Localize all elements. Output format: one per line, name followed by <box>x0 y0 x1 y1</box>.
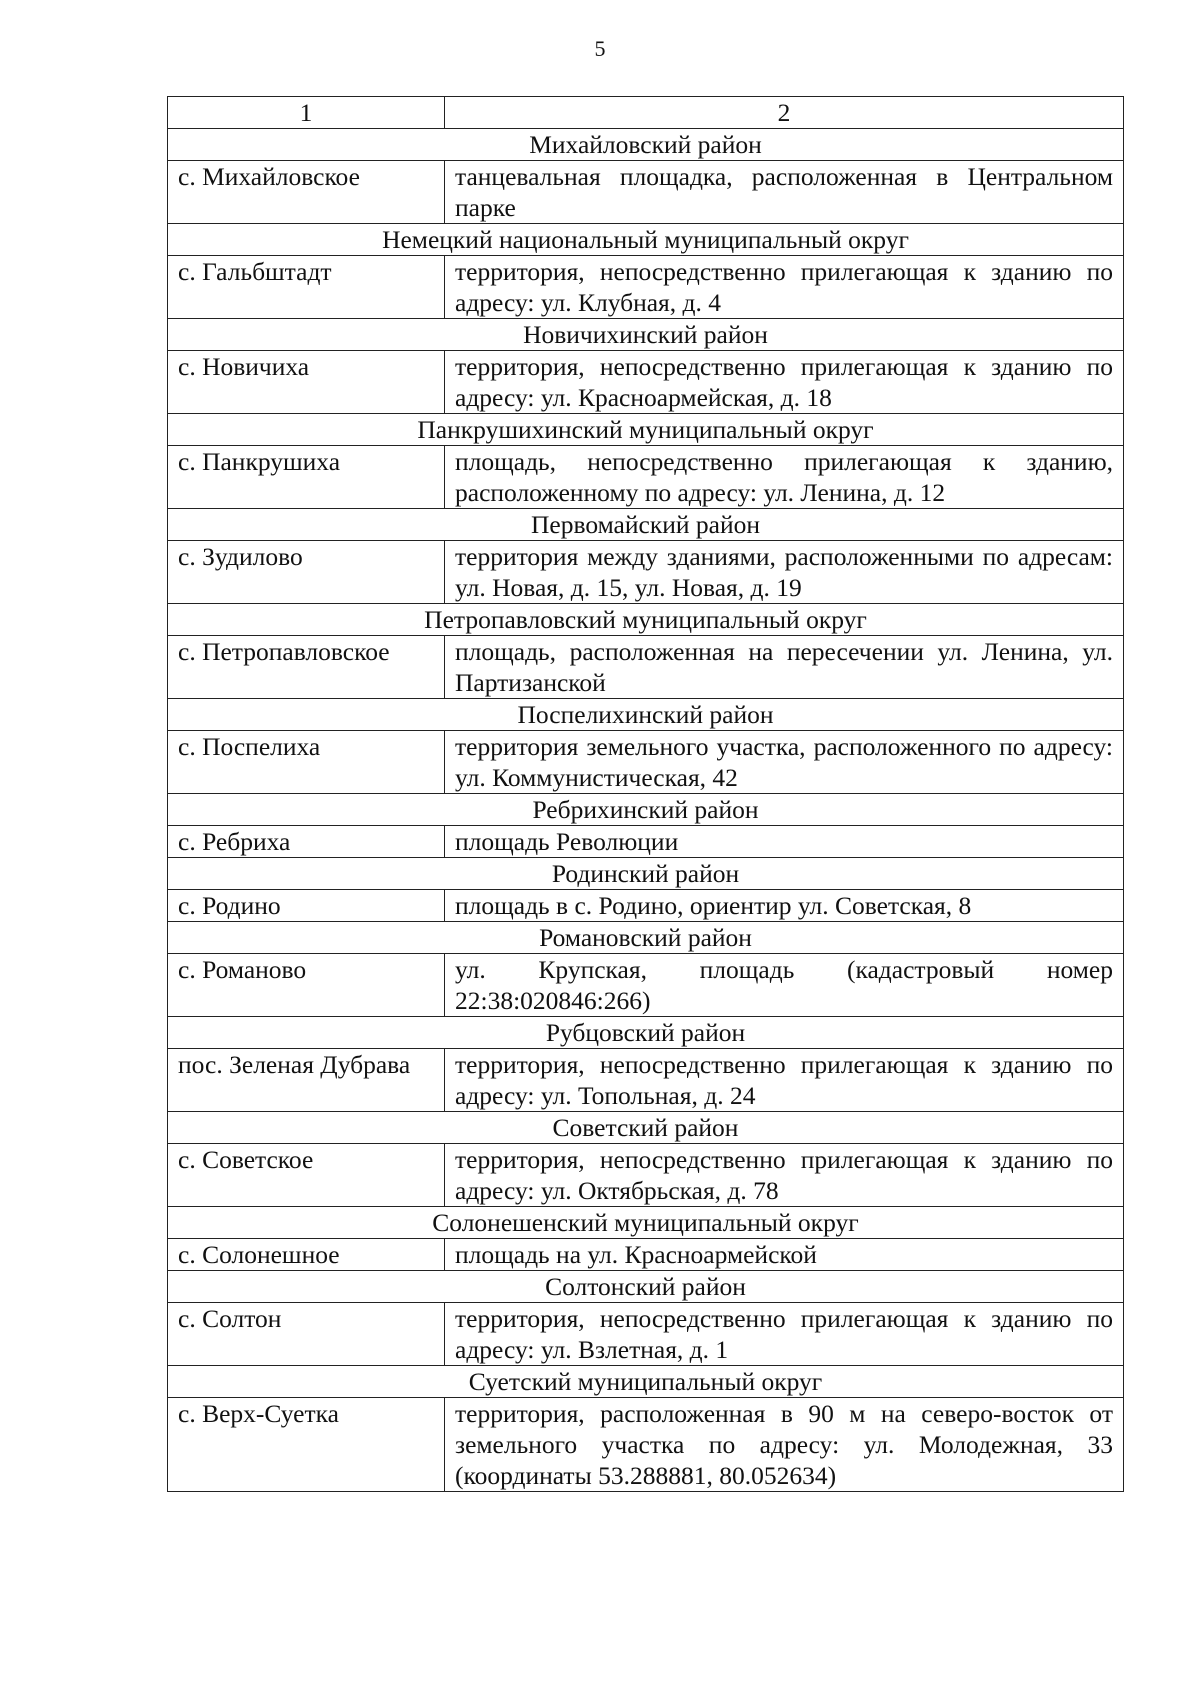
table-row <box>168 541 1124 604</box>
table-row <box>168 731 1124 794</box>
table-row <box>168 1303 1124 1366</box>
section-title: Романовский район <box>168 922 1124 954</box>
location-cell: территория, непосредственно прилегающая к зданию по адресу: ул. Октябрьская, д. 78 <box>445 1144 1124 1207</box>
section-header-row <box>168 699 1124 731</box>
section-title: Ребрихинский район <box>168 794 1124 826</box>
section-header-row <box>168 129 1124 161</box>
location-cell: площадь, непосредственно прилегающая к зданию, расположенному по адресу: ул. Ленина, д. 12 <box>445 446 1124 509</box>
table-row <box>168 1049 1124 1112</box>
section-header-row <box>168 1017 1124 1049</box>
table-row <box>168 256 1124 319</box>
section-header-row <box>168 319 1124 351</box>
section-header-row <box>168 1112 1124 1144</box>
table-row <box>168 954 1124 1017</box>
section-title: Петропавловский муниципальный округ <box>168 604 1124 636</box>
section-header-row <box>168 1207 1124 1239</box>
location-cell: площадь Революции <box>445 826 1124 858</box>
section-header-row <box>168 922 1124 954</box>
table-row <box>168 636 1124 699</box>
settlement-cell: пос. Зеленая Дубрава <box>168 1049 445 1112</box>
section-title: Родинский район <box>168 858 1124 890</box>
location-cell: территория земельного участка, расположенного по адресу: ул. Коммунистическая, 42 <box>445 731 1124 794</box>
settlement-cell: с. Солонешное <box>168 1239 445 1271</box>
location-cell: территория, непосредственно прилегающая к зданию по адресу: ул. Взлетная, д. 1 <box>445 1303 1124 1366</box>
section-title: Рубцовский район <box>168 1017 1124 1049</box>
section-title: Первомайский район <box>168 509 1124 541</box>
section-header-row <box>168 414 1124 446</box>
header-col1: 1 <box>168 97 445 129</box>
location-cell: ул. Крупская, площадь (кадастровый номер 22:38:020846:266) <box>445 954 1124 1017</box>
location-cell: площадь на ул. Красноармейской <box>445 1239 1124 1271</box>
settlement-cell: с. Михайловское <box>168 161 445 224</box>
location-cell: территория, непосредственно прилегающая к зданию по адресу: ул. Клубная, д. 4 <box>445 256 1124 319</box>
section-header-row <box>168 858 1124 890</box>
table-row <box>168 1398 1124 1492</box>
settlement-cell: с. Романово <box>168 954 445 1017</box>
section-title: Суетский муниципальный округ <box>168 1366 1124 1398</box>
settlement-cell: с. Солтон <box>168 1303 445 1366</box>
section-header-row <box>168 509 1124 541</box>
section-title: Солтонский район <box>168 1271 1124 1303</box>
section-title: Поспелихинский район <box>168 699 1124 731</box>
settlement-cell: с. Родино <box>168 890 445 922</box>
table-row <box>168 890 1124 922</box>
section-header-row <box>168 604 1124 636</box>
table-row <box>168 161 1124 224</box>
table-body <box>168 97 1124 1492</box>
table-row <box>168 1239 1124 1271</box>
section-header-row <box>168 794 1124 826</box>
section-header-row <box>168 1366 1124 1398</box>
section-title: Советский район <box>168 1112 1124 1144</box>
settlement-cell: с. Зудилово <box>168 541 445 604</box>
settlement-cell: с. Панкрушиха <box>168 446 445 509</box>
location-cell: территория, непосредственно прилегающая к зданию по адресу: ул. Топольная, д. 24 <box>445 1049 1124 1112</box>
section-header-row <box>168 1271 1124 1303</box>
table-header-row <box>168 97 1124 129</box>
settlement-cell: с. Поспелиха <box>168 731 445 794</box>
location-cell: территория между зданиями, расположенными по адресам: ул. Новая, д. 15, ул. Новая, д. 19 <box>445 541 1124 604</box>
section-header-row <box>168 224 1124 256</box>
page-number: 5 <box>594 36 606 61</box>
section-title: Панкрушихинский муниципальный округ <box>168 414 1124 446</box>
header-col2: 2 <box>445 97 1124 129</box>
settlement-cell: с. Верх-Суетка <box>168 1398 445 1492</box>
location-cell: площадь, расположенная на пересечении ул. Ленина, ул. Партизанской <box>445 636 1124 699</box>
section-title: Солонешенский муниципальный округ <box>168 1207 1124 1239</box>
districts-table <box>167 96 1124 1492</box>
table-row <box>168 351 1124 414</box>
section-title: Немецкий национальный муниципальный округ <box>168 224 1124 256</box>
section-title: Михайловский район <box>168 129 1124 161</box>
location-cell: территория, расположенная в 90 м на северо-восток от земельного участка по адресу: ул. Молодежная, 33 (координаты 53.288881, 80.052634) <box>445 1398 1124 1492</box>
settlement-cell: с. Гальбштадт <box>168 256 445 319</box>
location-cell: танцевальная площадка, расположенная в Центральном парке <box>445 161 1124 224</box>
location-cell: территория, непосредственно прилегающая к зданию по адресу: ул. Красноармейская, д. 18 <box>445 351 1124 414</box>
settlement-cell: с. Новичиха <box>168 351 445 414</box>
table-row <box>168 1144 1124 1207</box>
section-title: Новичихинский район <box>168 319 1124 351</box>
location-cell: площадь в с. Родино, ориентир ул. Советская, 8 <box>445 890 1124 922</box>
table-row <box>168 446 1124 509</box>
settlement-cell: с. Советское <box>168 1144 445 1207</box>
settlement-cell: с. Ребриха <box>168 826 445 858</box>
settlement-cell: с. Петропавловское <box>168 636 445 699</box>
table-row <box>168 826 1124 858</box>
